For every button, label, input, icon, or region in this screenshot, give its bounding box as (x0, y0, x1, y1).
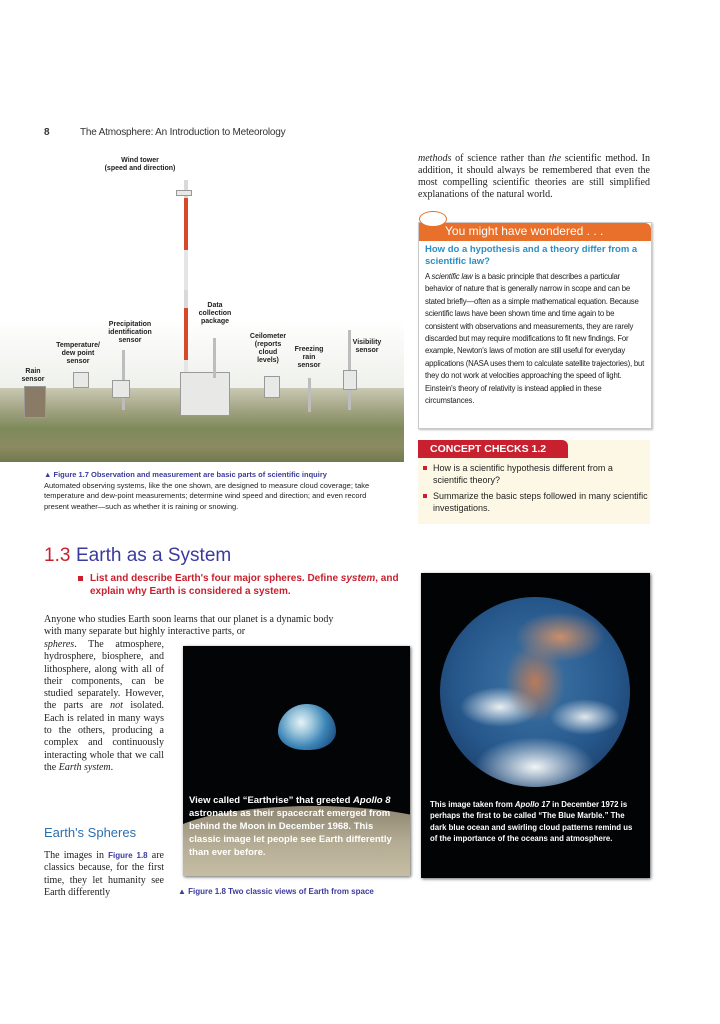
bullet-icon (423, 466, 427, 470)
wondered-header (419, 223, 651, 241)
bullet-icon (423, 494, 427, 498)
subsection-heading: Earth's Spheres (44, 825, 137, 840)
section-number: 1.3 (44, 545, 71, 566)
learning-objective: List and describe Earth's four major spheres. Define system, and explain why Earth is considered a system. (90, 572, 400, 598)
label-visibility: Visibility sensor (352, 339, 382, 354)
rain-sensor (24, 386, 46, 418)
data-pole (213, 338, 216, 378)
concept-check-item: How is a scientific hypothesis different from a scientific theory? (422, 462, 648, 486)
figure-1-7-photo (0, 150, 404, 462)
figure-reference-link[interactable]: Figure 1.8 (108, 851, 148, 860)
earth-globe (440, 597, 630, 787)
figure-1-8-caption: ▲ Figure 1.8 Two classic views of Earth from space (178, 887, 374, 896)
body-paragraph-earths-spheres: The images in Figure 1.8 are classics because, for the first time, they let humanity see Earth differently (44, 850, 164, 898)
body-paragraph-intro: Anyone who studies Earth soon learns that our planet is a dynamic body with many separate but highly interactive parts, or (44, 614, 334, 638)
wind-vane (176, 190, 192, 196)
precip-sensor (112, 380, 130, 398)
data-collection-box (180, 372, 230, 416)
wondered-title: You might have wondered . . . (445, 224, 604, 238)
wondered-question: How do a hypothesis and a theory differ from a scientific law? (425, 244, 638, 267)
body-paragraph-spheres: spheres. The atmosphere, hydrosphere, biosphere, and lithosphere, along with all of their components, can be studied separately. However, the parts are not isolated. Each is related in many ways to the others, producing a complex and continuously interacting whole that we call the Earth system. (44, 639, 164, 773)
running-head: The Atmosphere: An Introduction to Meteorology (80, 127, 286, 138)
wondered-answer: A scientific law is a basic principle that describes a particular behavior of nature that is generally narrow in scope and can be stated briefly—often as a simple mathematical equation. Because scientific laws have been shown time and time again to be consistent with observations and measurements, they are rarely discarded but may require modifications to fit new findings. For example, Newton's laws of motion are still useful for everyday applications (NASA uses them to calculate satellite trajectories), but they do not work at velocities approaching the speed of light. Einstein's theory of relativity is instead applied in these circumstances. (425, 272, 645, 406)
label-freezing-rain: Freezing rain sensor (294, 346, 324, 369)
concept-checks-header (418, 440, 568, 458)
concept-checks-box (418, 440, 650, 524)
earthrise-caption: View called “Earthrise” that greeted Apollo 8 astronauts as their spacecraft emerged from behind the Moon in December 1968. This classic image let people see Earth differently than ever before. (189, 795, 392, 858)
label-precipitation: Precipitation identification sensor (108, 321, 152, 344)
concept-checks-list (422, 462, 648, 518)
bullet-icon (78, 576, 83, 581)
figure-1-7-caption (44, 470, 374, 512)
concept-check-item: Summarize the basic steps followed in many scientific investigations. (422, 490, 648, 514)
label-temperature: Temperature/ dew point sensor (56, 342, 100, 365)
blue-marble-photo (421, 573, 650, 878)
freezing-rain-sensor (308, 378, 311, 412)
label-data-collection: Data collection package (198, 302, 232, 325)
label-rain: Rain sensor (21, 368, 45, 383)
you-might-have-wondered-box (418, 222, 652, 429)
label-ceilometer: Ceilometer (reports cloud levels) (249, 333, 287, 364)
section-title: Earth as a System (76, 545, 232, 566)
page-number: 8 (44, 127, 50, 138)
temp-sensor (73, 372, 89, 388)
figure-1-7-caption-body: Automated observing systems, like the one shown, are designed to measure cloud coverage; take temperature and dew-point measurements; determine wind speed and direction; and even record present weather—such as whether it is raining or snowing. (44, 480, 370, 511)
label-wind-tower: Wind tower (speed and direction) (104, 157, 176, 172)
earth-crescent (278, 704, 336, 750)
ceilometer (264, 376, 280, 398)
concept-checks-title: CONCEPT CHECKS 1.2 (430, 443, 547, 455)
right-column-paragraph: methods of science rather than the scientific method. In addition, it should always be remembered that even the most compelling scientific theories are still simplified explanations of the natural world. (418, 153, 650, 200)
visibility-sensor (343, 370, 357, 390)
earthrise-photo (183, 646, 410, 876)
thought-bubble-icon (419, 211, 447, 227)
blue-marble-caption: This image taken from Apollo 17 in December 1972 is perhaps the first to be called “The Blue Marble.” The dark blue ocean and swirling cloud patterns remind us of the importance of the oceans and atmosphere. (430, 800, 633, 843)
figure-1-7-caption-title: ▲ Figure 1.7 Observation and measurement are basic parts of scientific inquiry (44, 470, 327, 479)
